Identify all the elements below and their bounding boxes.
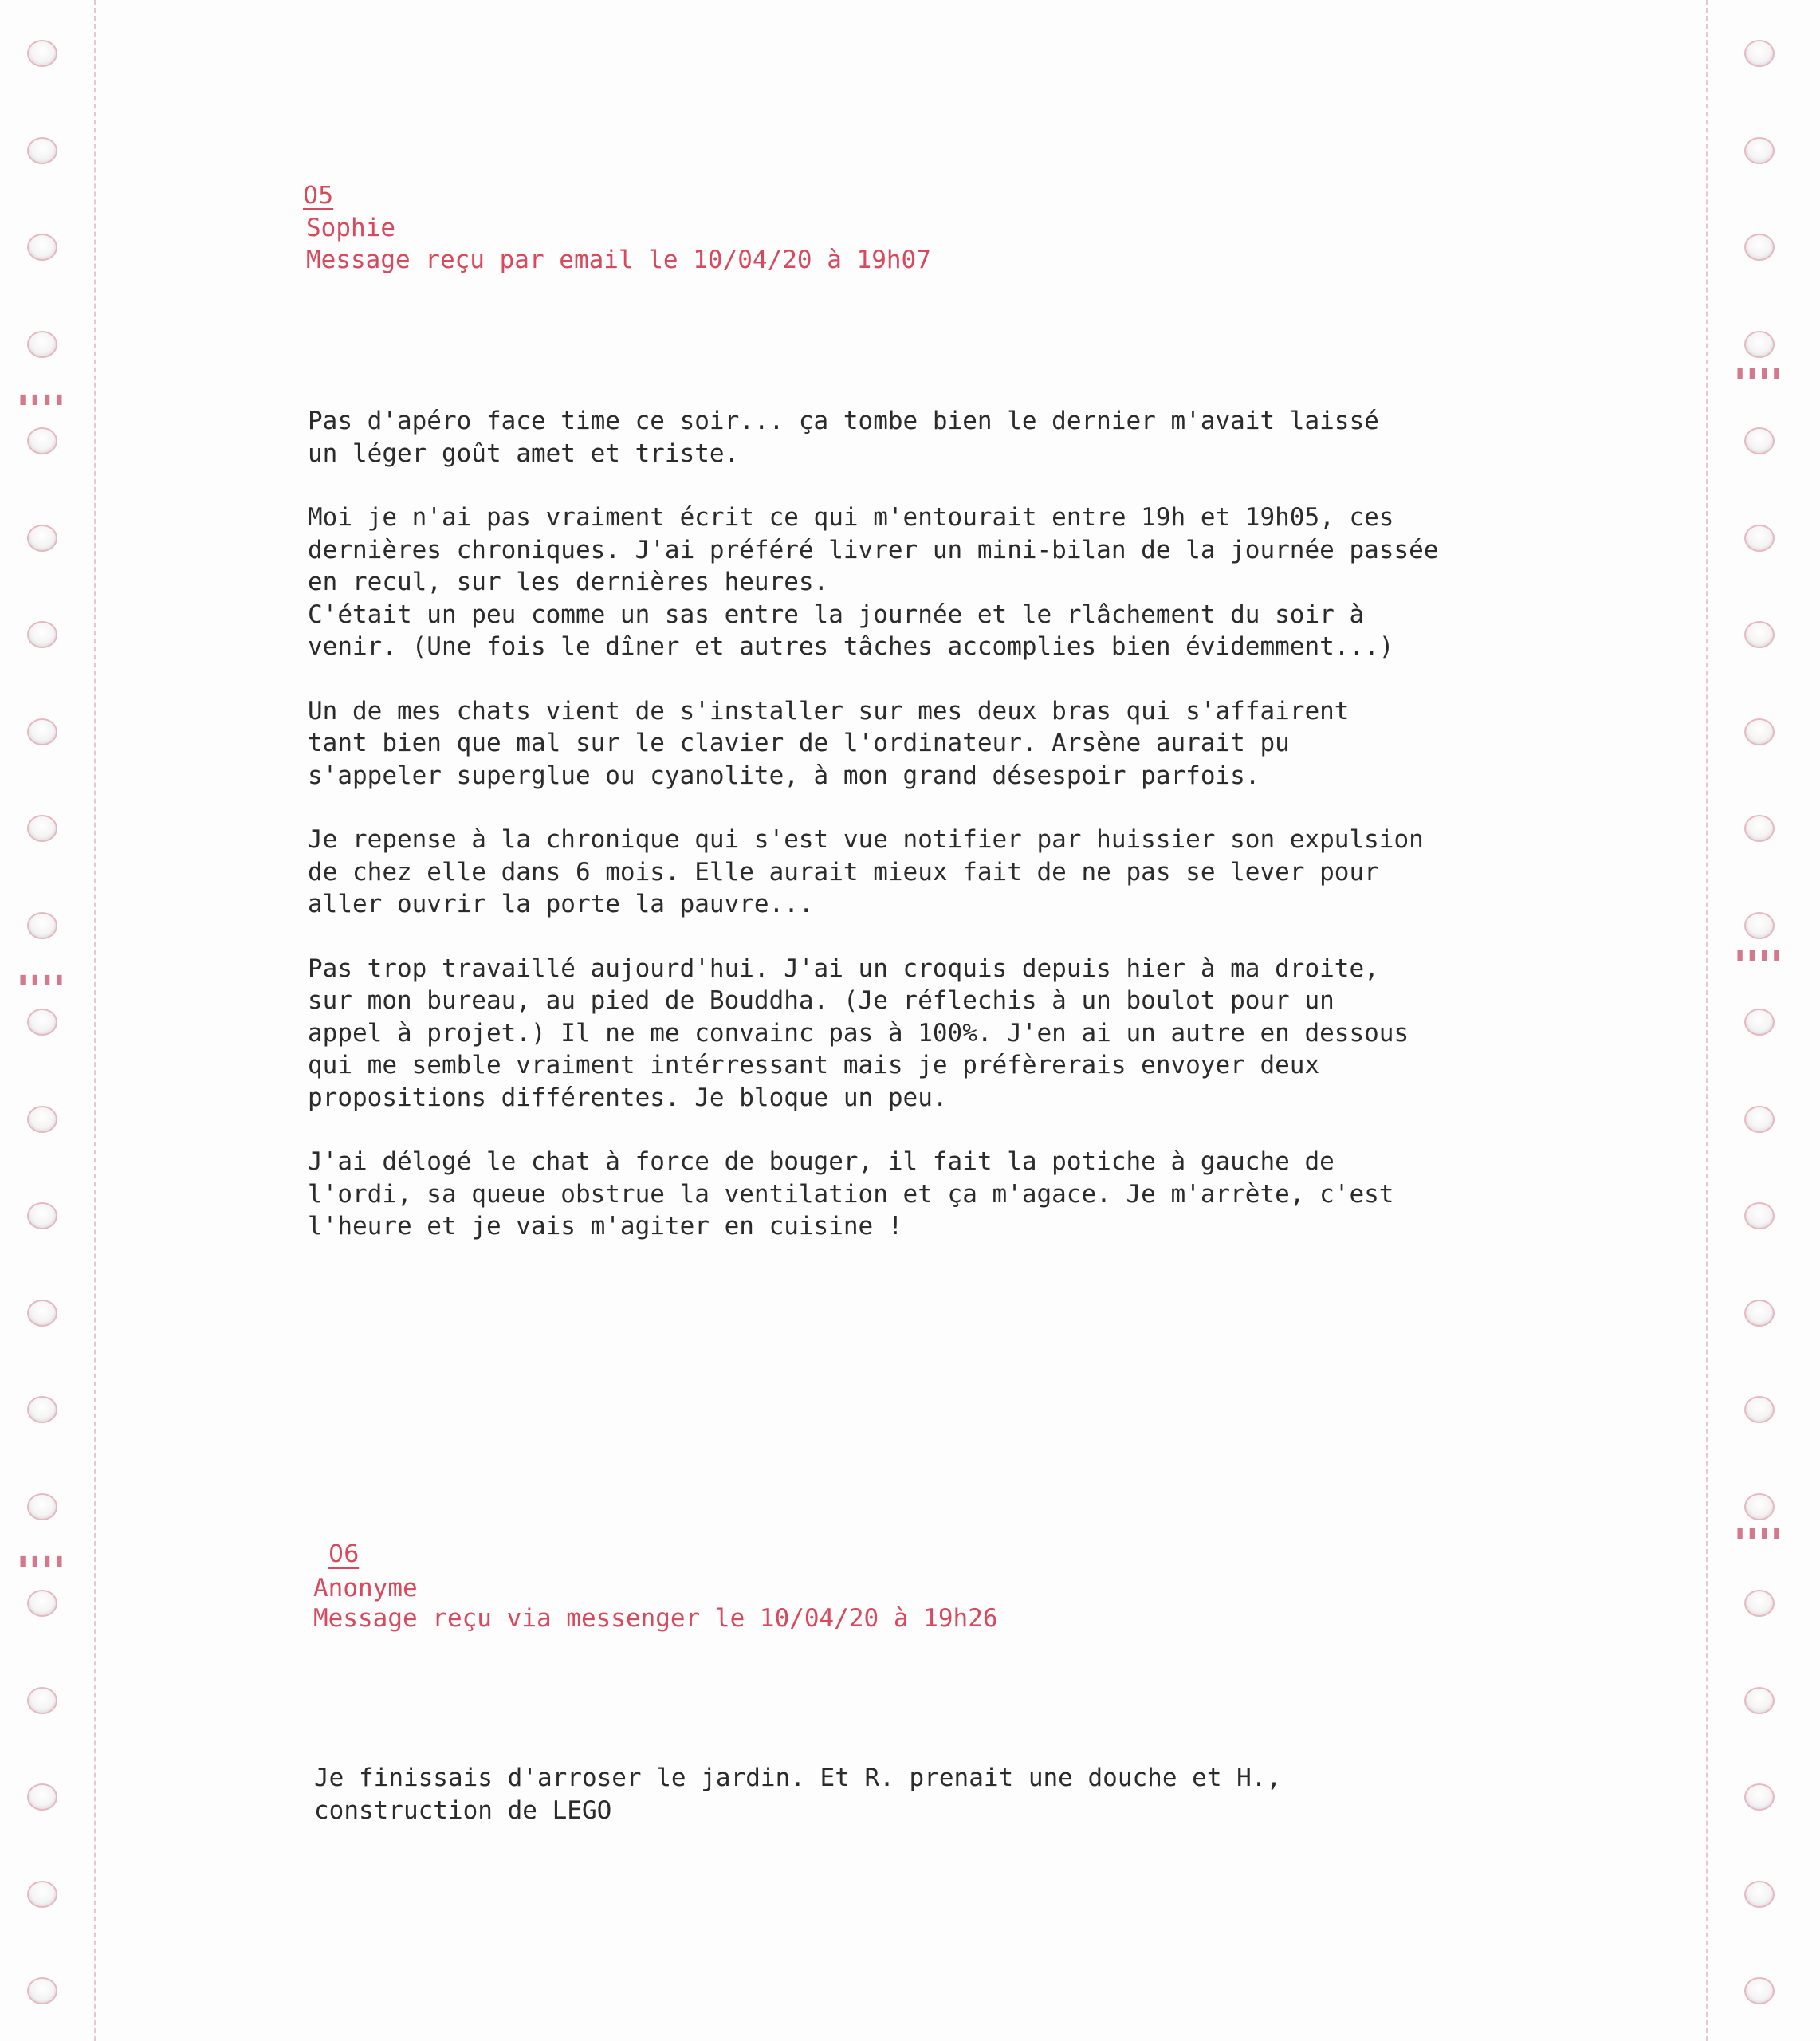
perforation-hole <box>1744 525 1775 552</box>
paragraph <box>308 824 1663 921</box>
text-line: J'ai délogé le chat à force de bouger, il fait la potiche à gauche de <box>308 1147 1335 1176</box>
perforation-hole <box>27 1300 57 1327</box>
text-line: Je repense à la chronique qui s'est vue notifier par huissier son expulsion <box>308 825 1424 854</box>
perforation-hole <box>1744 1009 1775 1036</box>
text-line: un léger goût amet et triste. <box>308 438 740 468</box>
text-line: appel à projet.) Il ne me convainc pas à 100%. J'en ai un autre en dessous <box>308 1018 1409 1048</box>
perforation-hole <box>27 718 57 745</box>
text-line: tant bien que mal sur le clavier de l'ordinateur. Arsène aurait pu <box>308 729 1290 757</box>
registration-mark: ▮▮▮▮ <box>1735 363 1783 383</box>
perforation-hole <box>1744 1202 1775 1229</box>
perforation-hole <box>27 525 57 552</box>
text-line: dernières chroniques. J'ai préféré livrer un mini-bilan de la journée passée <box>308 535 1439 564</box>
text-line: Moi je n'ai pas vraiment écrit ce qui m'entourait entre 19h et 19h05, ces <box>308 503 1394 532</box>
entry-meta: Message reçu par email le 10/04/20 à 19h07 <box>306 246 931 274</box>
perforation-hole <box>1744 815 1775 842</box>
text-line: s'appeler superglue ou cyanolite, à mon grand désespoir parfois. <box>308 761 1260 790</box>
perforation-hole <box>1744 1687 1775 1714</box>
perforation-hole <box>1744 1396 1775 1423</box>
perforation-hole <box>27 137 57 164</box>
perforation-hole <box>1744 331 1775 358</box>
perforation-hole <box>1744 1106 1775 1133</box>
perforation-hole <box>27 1687 57 1714</box>
perforation-hole <box>27 331 57 358</box>
paragraph <box>308 501 1663 663</box>
text-line: aller ouvrir la porte la pauvre... <box>308 890 814 918</box>
perforation-hole <box>1744 1590 1775 1617</box>
text-line: venir. (Une fois le dîner et autres tâches accomplies bien évidemment...) <box>308 632 1394 661</box>
perforation-hole <box>1744 718 1775 745</box>
entry-author: Anonyme <box>313 1574 418 1603</box>
text-line: Je finissais d'arroser le jardin. Et R. prenait une douche et H., <box>314 1764 1282 1792</box>
entry-author: Sophie <box>306 214 395 242</box>
registration-mark: ▮▮▮▮ <box>18 389 66 409</box>
perforation-hole <box>27 234 57 261</box>
perforation-hole <box>27 621 57 648</box>
perforation-hole <box>27 1493 57 1520</box>
perforation-hole <box>1744 1881 1775 1908</box>
text-line: l'ordi, sa queue obstrue la ventilation et ça m'agace. Je m'arrète, c'est <box>308 1179 1394 1209</box>
perforation-hole <box>27 1009 57 1036</box>
perforation-hole <box>27 427 57 454</box>
entry-number: 05 <box>303 182 334 210</box>
registration-mark: ▮▮▮▮ <box>18 969 66 989</box>
perforation-hole <box>1744 427 1775 454</box>
perforation-hole <box>1744 137 1775 164</box>
perforation-hole <box>27 1106 57 1133</box>
perforation-hole <box>1744 1977 1775 2004</box>
text-line: Pas trop travaillé aujourd'hui. J'ai un croquis depuis hier à ma droite, <box>308 954 1379 983</box>
perforation-hole <box>27 1881 57 1908</box>
registration-mark: ▮▮▮▮ <box>1735 1523 1783 1543</box>
text-line: qui me semble vraiment intérressant mais je préfèrerais envoyer deux <box>308 1051 1320 1079</box>
paragraph <box>308 405 1663 470</box>
perforation-hole <box>1744 1783 1775 1811</box>
text-line: de chez elle dans 6 mois. Elle aurait mieux fait de ne pas se lever pour <box>308 857 1379 887</box>
paragraph <box>308 953 1663 1115</box>
perforation-hole <box>1744 40 1775 67</box>
perforation-hole <box>27 1590 57 1617</box>
text-line: sur mon bureau, au pied de Bouddha. (Je réflechis à un boulot pour un <box>308 986 1335 1015</box>
perforation-hole <box>27 40 57 67</box>
right-perforation-line <box>1706 0 1708 2041</box>
entry-body <box>314 1762 1669 1858</box>
paragraph <box>314 1762 1669 1827</box>
perforation-hole <box>1744 1300 1775 1327</box>
perforation-hole <box>27 1783 57 1811</box>
text-line: Un de mes chats vient de s'installer sur mes deux bras qui s'affairent <box>308 696 1350 726</box>
perforation-hole <box>1744 234 1775 261</box>
perforation-hole <box>27 815 57 842</box>
perforation-hole <box>1744 912 1775 939</box>
perforation-hole <box>1744 621 1775 648</box>
text-line: construction de LEGO <box>314 1795 612 1825</box>
text-line: C'était un peu comme un sas entre la journée et le rlâchement du soir à <box>308 600 1365 629</box>
perforation-hole <box>27 1202 57 1229</box>
text-line: en recul, sur les dernières heures. <box>308 568 829 596</box>
registration-mark: ▮▮▮▮ <box>1735 945 1783 965</box>
perforation-hole <box>27 1977 57 2004</box>
perforation-hole <box>27 1396 57 1423</box>
entry-number: 06 <box>328 1540 360 1568</box>
left-perforation-line <box>94 0 96 2041</box>
perforation-hole <box>27 912 57 939</box>
paragraph <box>308 695 1663 792</box>
perforation-hole <box>1744 1493 1775 1520</box>
entry-body <box>308 405 1663 1275</box>
text-line: l'heure et je vais m'agiter en cuisine ! <box>308 1212 903 1241</box>
text-line: Pas d'apéro face time ce soir... ça tombe bien le dernier m'avait laissé <box>308 407 1379 435</box>
paragraph <box>308 1146 1663 1243</box>
entry-meta: Message reçu via messenger le 10/04/20 à 19h26 <box>313 1604 998 1633</box>
text-line: propositions différentes. Je bloque un peu. <box>308 1083 948 1112</box>
registration-mark: ▮▮▮▮ <box>18 1551 66 1571</box>
